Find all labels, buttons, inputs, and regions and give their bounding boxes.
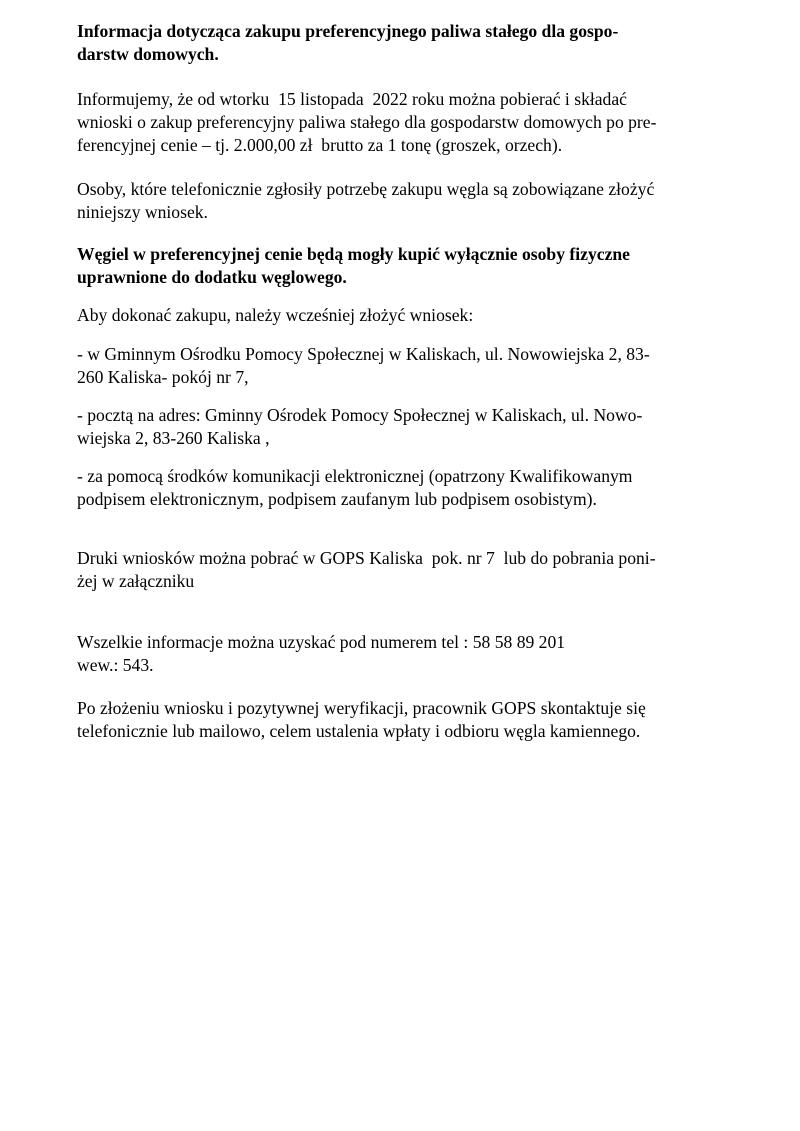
closing-line-1: Po złożeniu wniosku i pozytywnej weryfikacji, pracownik GOPS skontaktuje się bbox=[77, 698, 646, 718]
forms-line-1: Druki wniosków można pobrać w GOPS Kaliska pok. nr 7 lub do pobrania poni- bbox=[77, 548, 656, 568]
option-electronic-line-2: podpisem elektronicznym, podpisem zaufanym lub podpisem osobistym). bbox=[77, 489, 597, 509]
how-to-apply-text: Aby dokonać zakupu, należy wcześniej złożyć wniosek: bbox=[77, 305, 474, 325]
option-office-line-1: - w Gminnym Ośrodku Pomocy Społecznej w Kaliskach, ul. Nowowiejska 2, 83- bbox=[77, 344, 650, 364]
intro-line-3: ferencyjnej cenie – tj. 2.000,00 zł brutto za 1 tonę (groszek, orzech). bbox=[77, 135, 563, 155]
closing-line-2: telefonicznie lub mailowo, celem ustalenia wpłaty i odbioru węgla kamiennego. bbox=[77, 721, 641, 741]
obligation-line-1: Osoby, które telefonicznie zgłosiły potrzebę zakupu węgla są zobowiązane złożyć bbox=[77, 179, 655, 199]
forms-line-2: żej w załączniku bbox=[77, 571, 195, 591]
option-electronic-line-1: - za pomocą środków komunikacji elektronicznej (opatrzony Kwalifikowanym bbox=[77, 466, 633, 486]
option-office-line-2: 260 Kaliska- pokój nr 7, bbox=[77, 367, 249, 387]
heading-line-1: Informacja dotycząca zakupu preferencyjnego paliwa stałego dla gospo- bbox=[77, 21, 619, 41]
intro-line-1: Informujemy, że od wtorku 15 listopada 2022 roku można pobierać i składać bbox=[77, 89, 627, 109]
contact-line-1: Wszelkie informacje można uzyskać pod numerem tel : 58 58 89 201 bbox=[77, 632, 566, 652]
option-post-line-1: - pocztą na adres: Gminny Ośrodek Pomocy Społecznej w Kaliskach, ul. Nowo- bbox=[77, 405, 643, 425]
intro-line-2: wnioski o zakup preferencyjny paliwa stałego dla gospodarstw domowych po pre- bbox=[77, 112, 657, 132]
eligibility-line-2: uprawnione do dodatku węglowego. bbox=[77, 267, 347, 287]
heading-line-2: darstw domowych. bbox=[77, 44, 219, 64]
eligibility-line-1: Węgiel w preferencyjnej cenie będą mogły kupić wyłącznie osoby fizyczne bbox=[77, 244, 630, 264]
contact-line-2: wew.: 543. bbox=[77, 655, 154, 675]
obligation-line-2: niniejszy wniosek. bbox=[77, 202, 208, 222]
option-post-line-2: wiejska 2, 83-260 Kaliska , bbox=[77, 428, 270, 448]
